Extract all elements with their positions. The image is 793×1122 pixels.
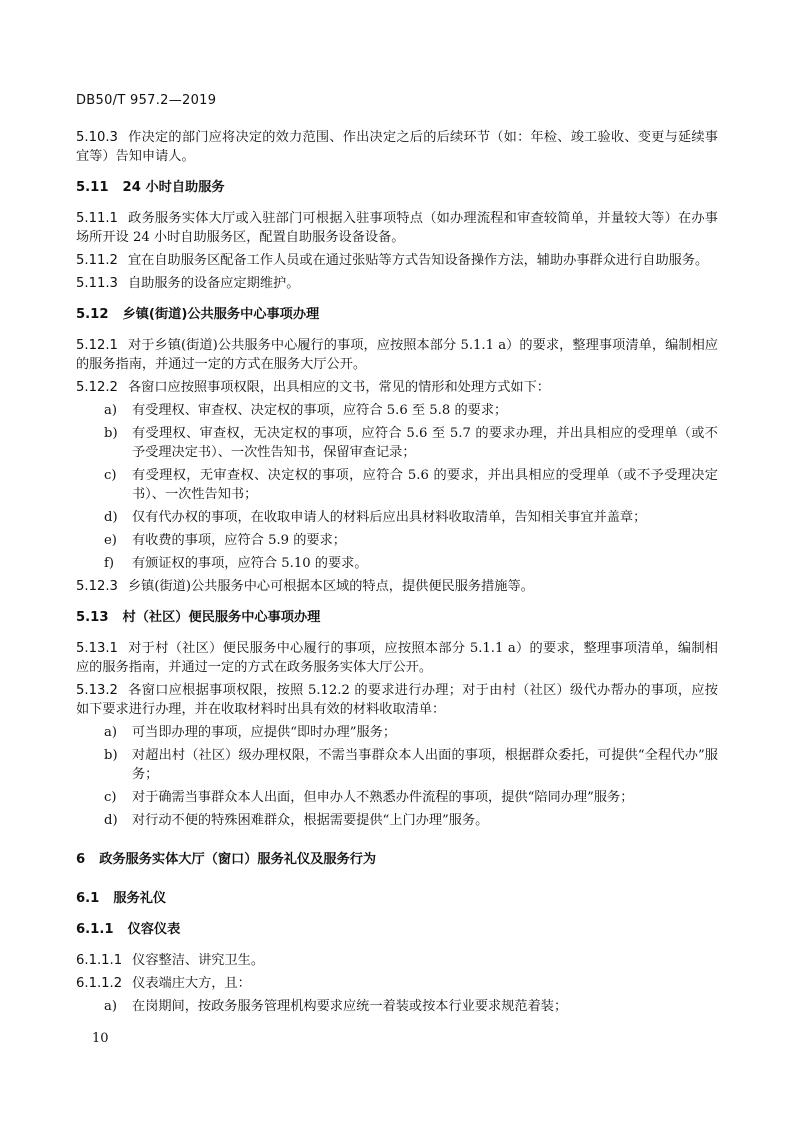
heading-title: 村（社区）便民服务中心事项办理 <box>122 610 321 625</box>
heading-6 <box>76 850 718 869</box>
heading-title: 政务服务实体大厅（窗口）服务礼仪及服务行为 <box>99 852 377 867</box>
list-marker: b) <box>104 426 118 441</box>
clause-5-10-3 <box>76 128 718 166</box>
list-item <box>76 811 718 830</box>
list-item <box>76 531 718 550</box>
page-number: 10 <box>92 1031 109 1046</box>
list-marker: a) <box>104 999 118 1014</box>
heading-5-11 <box>76 178 718 197</box>
clause-number: 6.1.1.1 <box>76 953 123 968</box>
list-item-text: 有受理权，无审查权、决定权的事项，应符合 5.6 的要求，并出具相应的受理单（或不予受理决定书）、一次性告知书； <box>132 468 718 502</box>
list-item-text: 对于确需当事群众本人出面，但申办人不熟悉办件流程的事项，提供“陪同办理”服务； <box>132 790 634 805</box>
list-marker: d) <box>104 510 118 525</box>
list-item-text: 在岗期间，按政务服务管理机构要求应统一着装或按本行业要求规范着装； <box>132 999 568 1014</box>
clause-6-1-1-2 <box>76 974 718 993</box>
heading-title: 服务礼仪 <box>113 891 167 906</box>
list-item-text: 对超出村（社区）级办理权限，不需当事群众本人出面的事项，根据群众委托，可提供“全程代办”服务； <box>132 748 718 782</box>
clause-5-11-3 <box>76 274 718 293</box>
heading-title: 24 小时自助服务 <box>122 180 225 195</box>
clause-5-12-1 <box>76 336 718 374</box>
clause-5-12-3 <box>76 577 718 596</box>
list-marker: a) <box>104 403 118 418</box>
heading-5-13 <box>76 608 718 627</box>
list-marker: d) <box>104 813 118 828</box>
clause-text: 仪表端庄大方，且： <box>132 976 251 991</box>
clause-text: 对于村（社区）便民服务中心履行的事项，应按照本部分 5.1.1 a）的要求，整理事项清单，编制相应的服务指南，并通过一定的方式在政务服务实体大厅公开。 <box>76 641 718 675</box>
list-item <box>76 746 718 784</box>
list-item-text: 对行动不便的特殊困难群众，根据需要提供“上门办理”服务。 <box>132 813 489 828</box>
clause-number: 5.13.2 <box>76 683 118 698</box>
heading-number: 6.1.1 <box>76 922 114 937</box>
clause-6-1-1-1 <box>76 951 718 970</box>
clause-text: 乡镇(街道)公共服务中心可根据本区域的特点，提供便民服务措施等。 <box>127 579 534 594</box>
list-item-text: 可当即办理的事项，应提供“即时办理”服务； <box>132 725 397 740</box>
heading-number: 5.11 <box>76 180 109 195</box>
clause-number: 5.11.3 <box>76 276 118 291</box>
clause-number: 5.13.1 <box>76 641 118 656</box>
clause-number: 5.12.1 <box>76 338 118 353</box>
heading-number: 6 <box>76 852 86 867</box>
clause-number: 5.10.3 <box>76 130 118 145</box>
clause-5-11-2 <box>76 251 718 270</box>
list-item-text: 有颁证权的事项，应符合 5.10 的要求。 <box>132 556 368 571</box>
list-item <box>76 466 718 504</box>
clause-5-13-2 <box>76 681 718 719</box>
list-marker: c) <box>104 468 117 483</box>
heading-number: 5.13 <box>76 610 109 625</box>
clause-5-11-1 <box>76 209 718 247</box>
clause-text: 政务服务实体大厅或入驻部门可根据入驻事项特点（如办理流程和审查较简单，并量较大等）在办事场所开设 24 小时自助服务区，配置自助服务设备设备。 <box>76 211 718 245</box>
list-item-text: 有受理权、审查权，无决定权的事项，应符合 5.6 至 5.7 的要求办理，并出具相应的受理单（或不予受理决定书）、一次性告知书，保留审查记录； <box>132 426 718 460</box>
clause-number: 5.11.2 <box>76 253 118 268</box>
heading-number: 6.1 <box>76 891 100 906</box>
clause-5-12-2 <box>76 378 718 397</box>
clause-text: 各窗口应根据事项权限，按照 5.12.2 的要求进行办理；对于由村（社区）级代办帮办的事项，应按如下要求进行办理，并在收取材料时出具有效的材料收取清单： <box>76 683 718 717</box>
document-body <box>76 128 718 1016</box>
standard-code: DB50/T 957.2—2019 <box>76 93 217 108</box>
list-marker: f) <box>104 556 115 571</box>
list-item <box>76 723 718 742</box>
clause-text: 仪容整洁、讲究卫生。 <box>132 953 265 968</box>
clause-number: 6.1.1.2 <box>76 976 123 991</box>
clause-5-13-1 <box>76 639 718 677</box>
clause-text: 作决定的部门应将决定的效力范围、作出决定之后的后续环节（如：年检、竣工验收、变更与延续事宜等）告知申请人。 <box>76 130 718 164</box>
list-marker: a) <box>104 725 118 740</box>
list-marker: c) <box>104 790 117 805</box>
list-marker: e) <box>104 533 117 548</box>
list-item <box>76 424 718 462</box>
clause-number: 5.11.1 <box>76 211 118 226</box>
heading-title: 仪容仪表 <box>127 922 181 937</box>
list-marker: b) <box>104 748 118 763</box>
clause-text: 宜在自助服务区配备工作人员或在通过张贴等方式告知设备操作方法，辅助办事群众进行自助服务。 <box>127 253 709 268</box>
list-item <box>76 401 718 420</box>
clause-text: 对于乡镇(街道)公共服务中心履行的事项，应按照本部分 5.1.1 a）的要求，整理事项清单，编制相应的服务指南，并通过一定的方式在服务大厅公开。 <box>76 338 718 372</box>
list-item-text: 有受理权、审查权、决定权的事项，应符合 5.6 至 5.8 的要求； <box>132 403 508 418</box>
list-item <box>76 997 718 1016</box>
list-item <box>76 554 718 573</box>
list-item-text: 有收费的事项，应符合 5.9 的要求； <box>132 533 346 548</box>
clause-number: 5.12.2 <box>76 380 118 395</box>
clause-number: 5.12.3 <box>76 579 118 594</box>
heading-title: 乡镇(街道)公共服务中心事项办理 <box>122 307 320 322</box>
list-item <box>76 508 718 527</box>
heading-5-12 <box>76 305 718 324</box>
heading-6-1 <box>76 889 718 908</box>
heading-number: 5.12 <box>76 307 109 322</box>
list-item <box>76 788 718 807</box>
clause-text: 各窗口应按照事项权限，出具相应的文书，常见的情形和处理方式如下： <box>127 380 550 395</box>
heading-6-1-1 <box>76 920 718 939</box>
clause-text: 自助服务的设备应定期维护。 <box>127 276 300 291</box>
list-item-text: 仅有代办权的事项，在收取申请人的材料后应出具材料收取清单，告知相关事宜并盖章； <box>132 510 647 525</box>
